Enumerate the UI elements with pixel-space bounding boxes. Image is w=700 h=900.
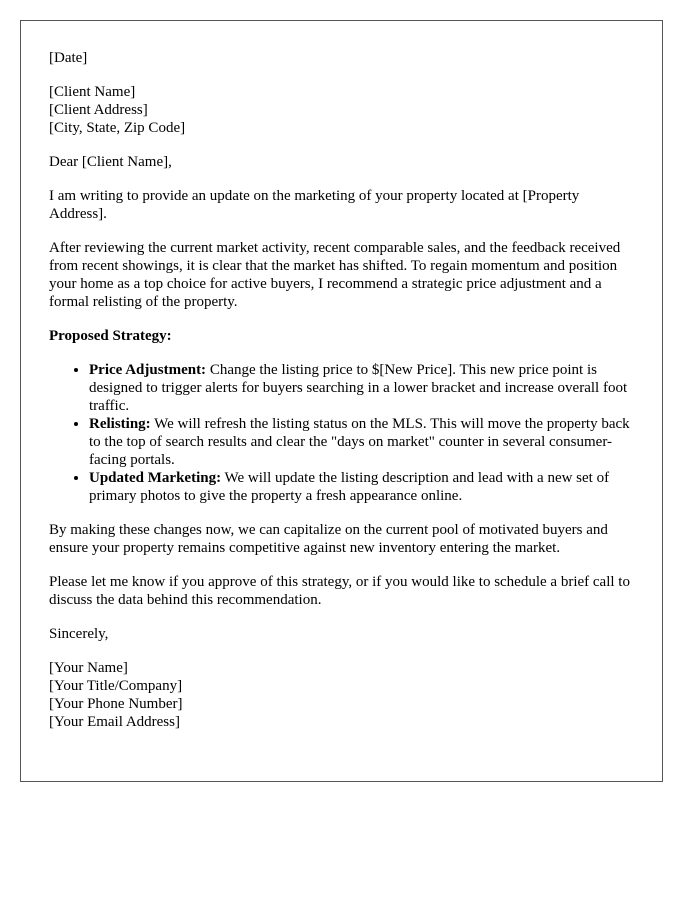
salutation: Dear [Client Name],: [49, 154, 172, 170]
sender-email: [Your Email Address]: [49, 714, 180, 730]
date: [Date]: [49, 50, 88, 66]
recipient-name: [Client Name]: [49, 84, 136, 100]
recipient-city-state-zip: [City, State, Zip Code]: [49, 120, 186, 136]
intro-paragraph: I am writing to provide an update on the marketing of your property located at [Property Address].: [49, 188, 580, 222]
signoff: Sincerely,: [49, 626, 109, 642]
recipient-block: [49, 83, 634, 137]
sender-name: [Your Name]: [49, 660, 128, 676]
strategy-item-relisting: • Relisting: We will refresh the listing status on the MLS. This will move the property back to the top of search results and clear the "days on market" counter in several consumer-facing portals.: [89, 415, 634, 469]
strategy-item-price-adjustment: • Price Adjustment: Change the listing price to $[New Price]. This new price point is designed to trigger alerts for buyers searching in a lower bracket and increase overall foot traffic.: [89, 361, 634, 415]
strategy-list: [49, 361, 634, 505]
analysis-paragraph: After reviewing the current market activity, recent comparable sales, and the feedback received from recent showings, it is clear that the market has shifted. To regain momentum and position your home as a top choice for active buyers, I recommend a strategic price adjustment and a formal relisting of the property.: [49, 240, 621, 310]
request-paragraph: Please let me know if you approve of this strategy, or if you would like to schedule a brief call to discuss the data behind this recommendation.: [49, 574, 630, 608]
benefit-paragraph: By making these changes now, we can capitalize on the current pool of motivated buyers and ensure your property remains competitive against new inventory entering the market.: [49, 522, 608, 556]
sender-phone: [Your Phone Number]: [49, 696, 183, 712]
sender-title-company: [Your Title/Company]: [49, 678, 183, 694]
recipient-address: [Client Address]: [49, 102, 148, 118]
letter: [20, 20, 663, 782]
strategy-item-updated-marketing: • Updated Marketing: We will update the listing description and lead with a new set of primary photos to give the property a fresh appearance online.: [89, 469, 634, 505]
strategy-heading: Proposed Strategy:: [49, 328, 172, 344]
sender-block: [49, 659, 634, 731]
